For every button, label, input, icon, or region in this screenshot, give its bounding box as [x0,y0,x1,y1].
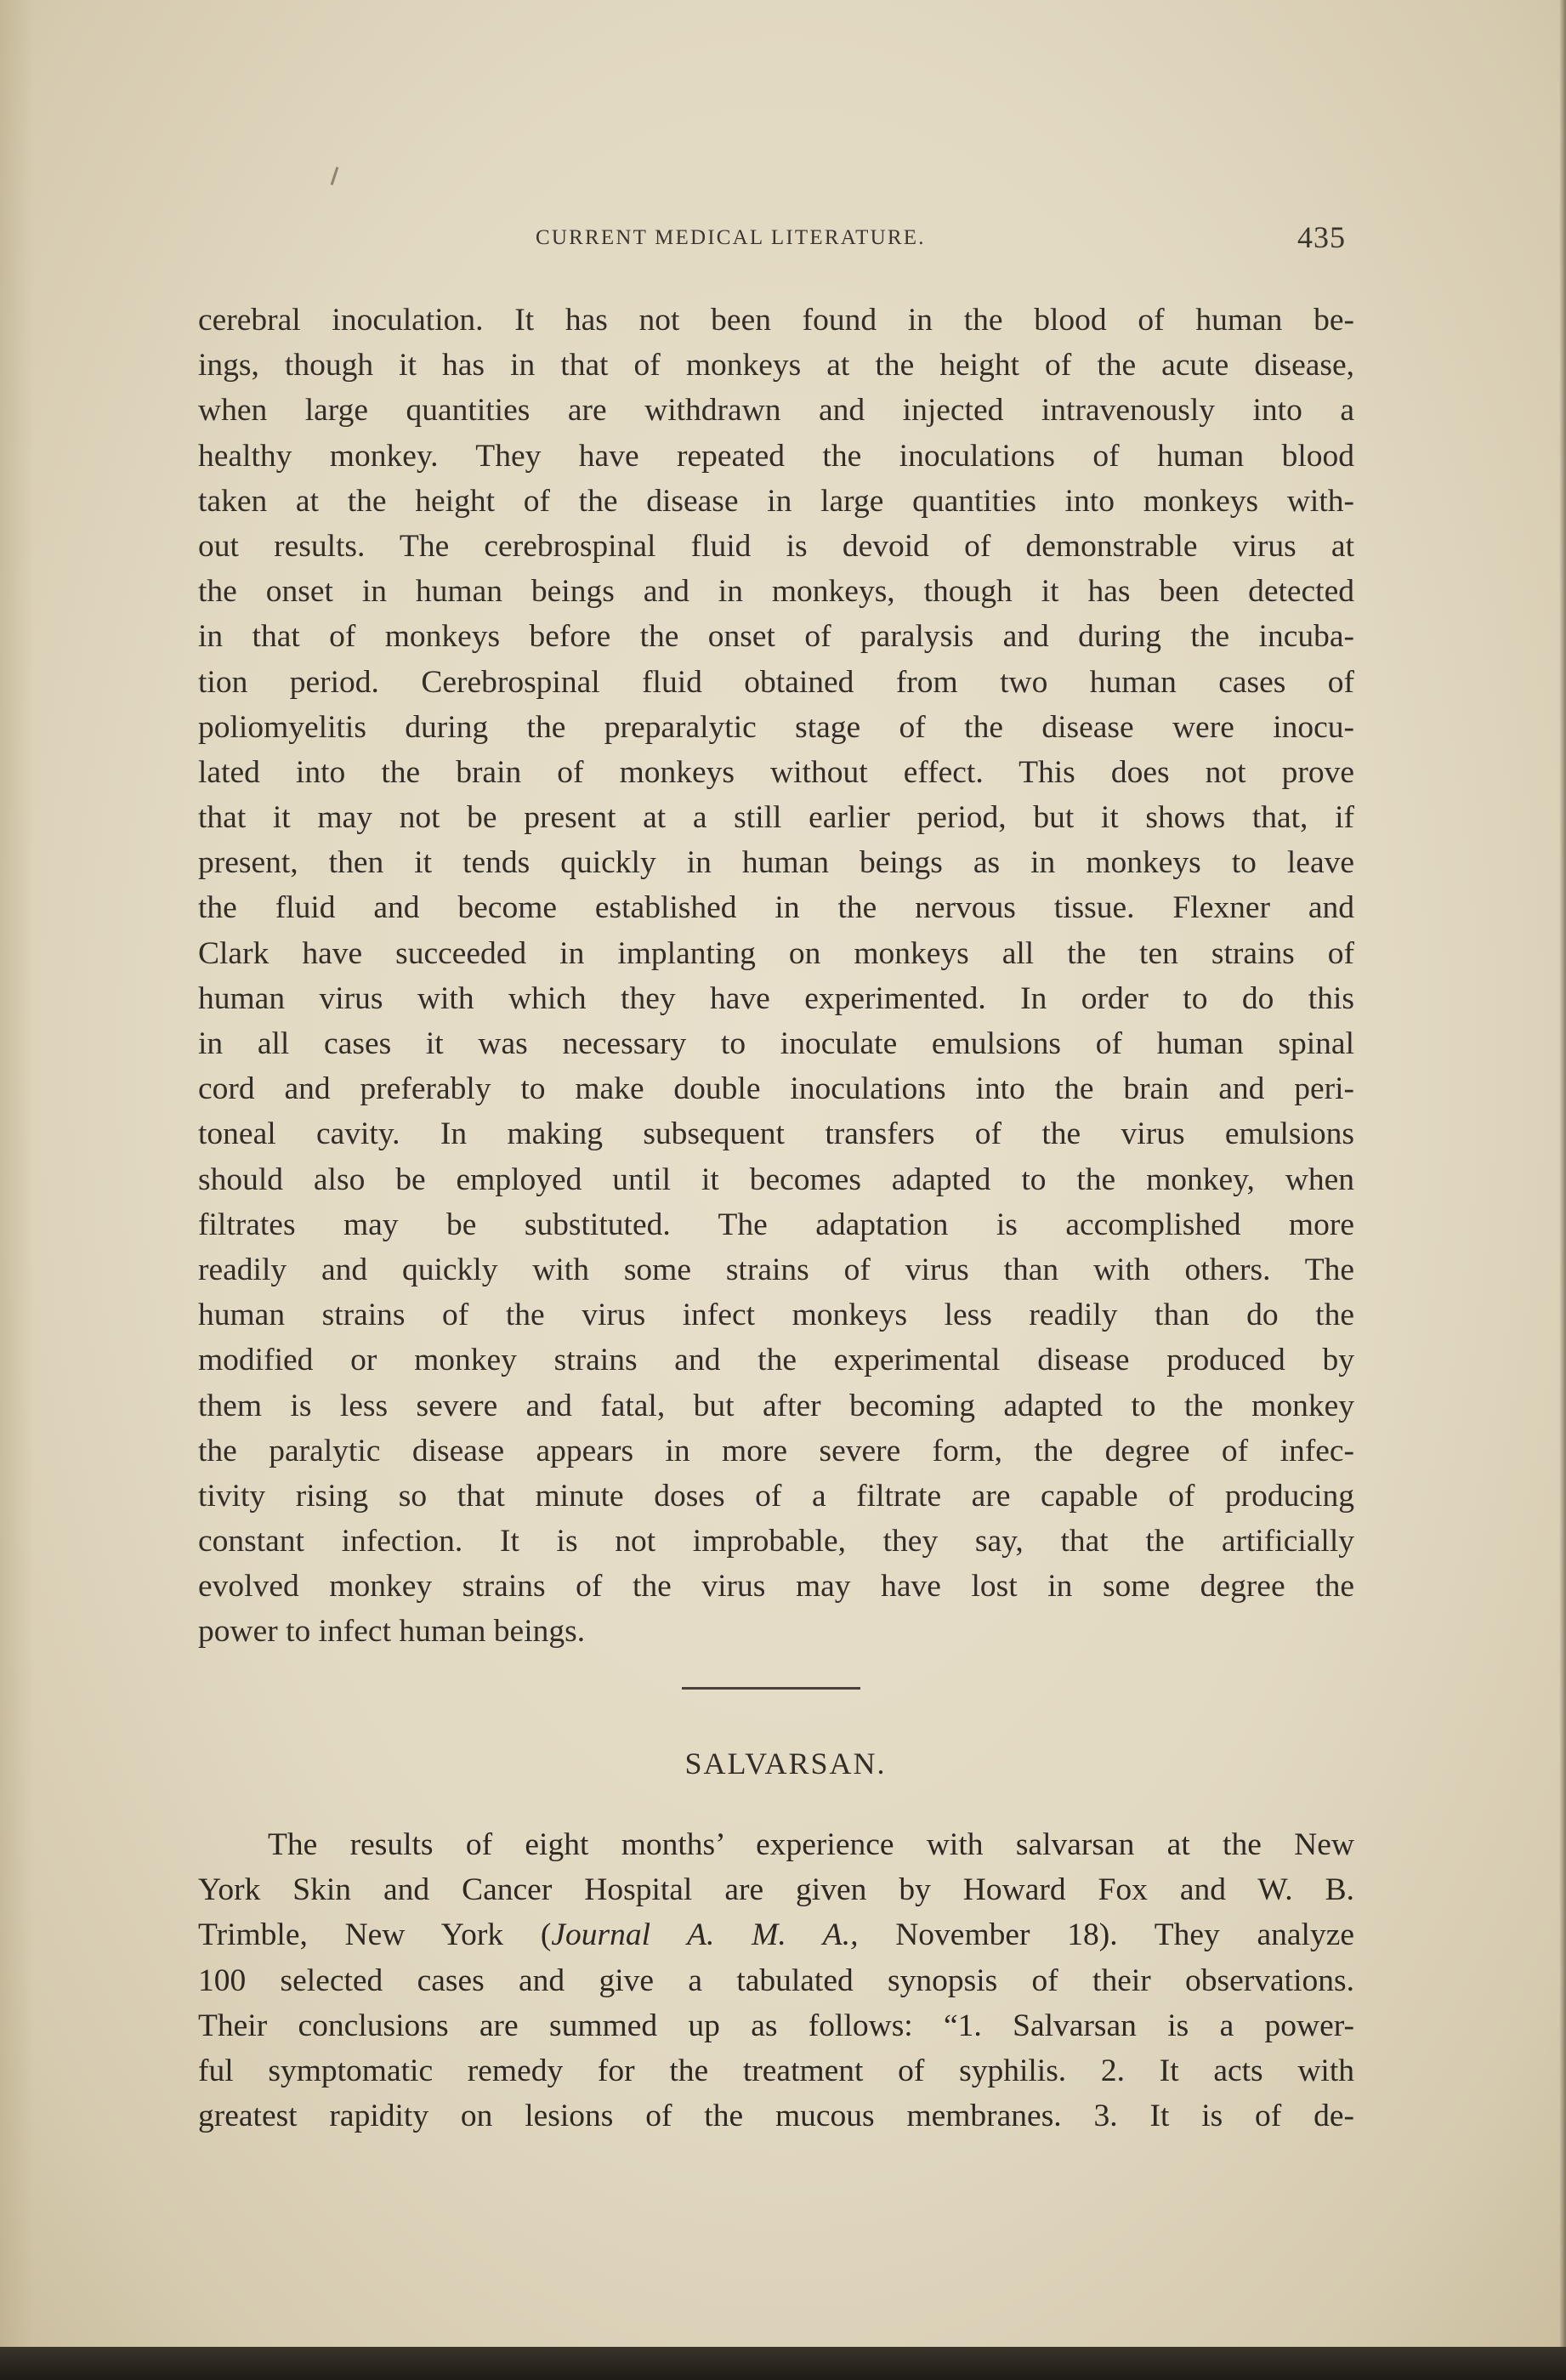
text-line: them is less severe and fatal, but after becoming adapted to the monkey [198,1388,1354,1423]
text-line: lated into the brain of monkeys without effect. This does not prove [198,754,1354,790]
text-line: healthy monkey. They have repeated the inoculations of human blood [198,438,1354,474]
journal-citation: Journal A. M. A., [551,1917,859,1953]
salvarsan-paragraph [198,1822,1354,2139]
page-edge-shadow [1559,0,1566,2347]
text-line: out results. The cerebrospinal fluid is devoid of demonstrable virus at [198,528,1354,564]
text-line: power to infect human beings. [198,1614,586,1650]
text-line: constant infection. It is not improbable, they say, that the artificially [198,1524,1354,1559]
continued-paragraph [198,298,1354,1655]
text-line: taken at the height of the disease in large quantities into monkeys with- [198,483,1354,519]
text-line: in all cases it was necessary to inoculate emulsions of human spinal [198,1026,1354,1061]
text-line: filtrates may be substituted. The adaptation is accomplished more [198,1207,1354,1242]
text-line: Clark have succeeded in implanting on monkeys all the ten strains of [198,935,1354,971]
text-line: tivity rising so that minute doses of a filtrate are capable of producing [198,1478,1354,1514]
text-line: cord and preferably to make double inoculations into the brain and peri- [198,1071,1354,1107]
text-line [198,1912,1354,1957]
text-line: cerebral inoculation. It has not been found in the blood of human be- [198,303,1354,338]
text-line: present, then it tends quickly in human beings as in monkeys to leave [198,845,1354,881]
page-number: 435 [1297,220,1346,254]
text-line: in that of monkeys before the onset of paralysis and during the incuba- [198,619,1354,655]
text-line: ings, though it has in that of monkeys at the height of the acute disease, [198,348,1354,383]
text-line: readily and quickly with some strains of virus than with others. The [198,1252,1354,1287]
running-head [0,219,1566,262]
section-divider [682,1687,860,1690]
text-line: Their conclusions are summed up as follows: “1. Salvarsan is a power- [198,2008,1354,2043]
running-title: CURRENT MEDICAL LITERATURE. [536,226,926,249]
text-line: that it may not be present at a still earlier period, but it shows that, if [198,800,1354,836]
book-bottom-edge [0,2347,1566,2380]
text-run: November 18). They analyze [858,1917,1354,1953]
text-line: human strains of the virus infect monkeys less readily than do the [198,1298,1354,1333]
text-line: 100 selected cases and give a tabulated synopsis of their observations. [198,1963,1354,1998]
text-line: tion period. Cerebrospinal fluid obtained from two human cases of [198,664,1354,700]
pencil-mark [331,167,339,185]
text-line: York Skin and Cancer Hospital are given by Howard Fox and W. B. [198,1872,1354,1908]
text-line: the onset in human beings and in monkeys, though it has been detected [198,574,1354,610]
text-line: the paralytic disease appears in more severe form, the degree of infec- [198,1433,1354,1468]
text-line: poliomyelitis during the preparalytic stage of the disease were inocu- [198,709,1354,745]
text-line: greatest rapidity on lesions of the mucous membranes. 3. It is of de- [198,2099,1354,2134]
text-line: The results of eight months’ experience with salvarsan at the New [268,1827,1354,1862]
section-title: SALVARSAN. [684,1747,887,1781]
text-line: evolved monkey strains of the virus may have lost in some degree the [198,1569,1354,1605]
text-line: human virus with which they have experimented. In order to do this [198,980,1354,1016]
text-run: Trimble, New York ( [198,1917,552,1953]
text-line: toneal cavity. In making subsequent transfers of the virus emulsions [198,1116,1354,1152]
text-line: the fluid and become established in the nervous tissue. Flexner and [198,890,1354,926]
text-line: when large quantities are withdrawn and injected intravenously into a [198,393,1354,429]
text-line: modified or monkey strains and the experimental disease produced by [198,1343,1354,1378]
text-line: should also be employed until it becomes adapted to the monkey, when [198,1162,1354,1197]
text-line: ful symptomatic remedy for the treatment of syphilis. 2. It acts with [198,2053,1354,2088]
